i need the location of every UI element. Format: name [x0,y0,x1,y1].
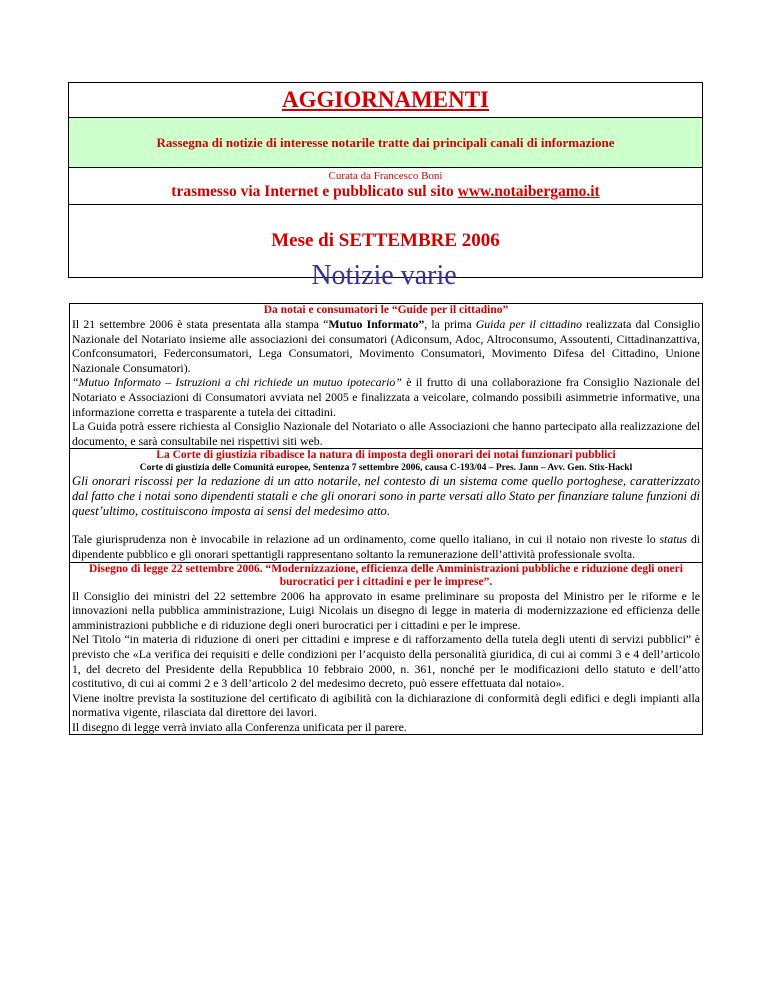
news-item-title: Disegno di legge 22 settembre 2006. “Modernizzazione, efficienza delle Amministrazioni pubbliche e riduzione degli oneri burocratici per i cittadini e per le imprese”. [89,562,683,588]
text-run: realizzata dal Consiglio Nazionale del Notariato insieme alle associazioni dei consumatori (Adiconsum, Adoc, Altroconsumo, Assoutenti, Cittadinanzattiva, Confconsumatori, Federconsumatori, Lega Consumatori, Movimento Consumatori, Movimento Difesa del Cittadino, Unione Nazionale Consumatori). [72,317,700,375]
news-item-source: Corte di giustizia delle Comunità europee, Sentenza 7 settembre 2006, causa C-193/04 – Pres. Jann – Avv. Gen. Stix-Hackl [139,463,633,474]
section-title: Notizie varie [311,260,457,291]
news-item-title: Da notai e consumatori le “Guide per il cittadino” [263,304,509,316]
news-paragraph: Nel Titolo “in materia di riduzione di oneri per cittadini e imprese e di rafforzamento della tutela degli utenti di servizi pubblici” è previsto che «La verifica dei requisiti e delle condizioni per l’acquisto della personalità giuridica, di cui ai commi 3 e 4 dell’articolo 1, del decreto del Presidente della Repubblica 10 febbraio 2000, n. 361, nonché per le modificazioni dello statuto e dell’atto costitutivo, di cui ai commi 2 e 3 dell’articolo 2 del medesimo decreto, può essere effettuata dal notaio». [72,632,700,691]
news-item-court [70,449,702,562]
news-paragraph: Il Consiglio dei ministri del 22 settembre 2006 ha approvato in esame preliminare su proposta del Ministro per le riforme e le innovazioni nella pubblica amministrazione, Luigi Nicolais un disegno di legge in materia di modernizzazione ed efficienza delle amministrazioni pubbliche e di riduzione degli oneri burocratici per i cittadini e per le imprese. [72,588,700,632]
text-run-italic: “Mutuo Informato – Istruzioni a chi richiede un mutuo ipotecario” [72,375,402,390]
news-paragraph [72,317,700,375]
header-title-cell [69,83,702,118]
text-run-bold: Mutuo Informato” [328,317,425,331]
news-box [69,303,703,735]
header-subtitle-cell [69,118,702,168]
text-run: Tale giurisprudenza non è invocabile in relazione ad un ordinamento, come quello italiano, in cui il notaio non riveste lo [72,532,660,547]
text-run: di dipendente pubblico e gli onorari spettantigli rappresentano soltanto la remunerazione dell’attività professionale svolta. [72,532,700,561]
news-item-bill [70,563,702,735]
text-run-italic: Guida per il cittadino [475,317,582,331]
news-paragraph: La Guida potrà essere richiesta al Consiglio Nazionale del Notariato o alle Associazioni che hanno partecipato alla realizzazione del documento, e sarà consultabile nei rispettivi siti web. [72,419,700,448]
news-paragraph [72,532,700,561]
news-item-guide [70,304,702,449]
news-paragraph: Il disegno di legge verrà inviato alla Conferenza unificata per il parere. [72,719,407,734]
text-run: Il 21 settembre 2006 è stata presentata alla stampa “ [72,317,329,331]
curator-line: Curata da Francesco Boni [328,170,443,182]
header-box [68,82,703,278]
news-item-title: La Corte di giustizia ribadisce la natura di imposta degli onorari dei notai funzionari pubblici [156,449,616,462]
page-title: AGGIORNAMENTI [281,87,489,112]
news-paragraph: Viene inoltre prevista la sostituzione del certificato di agibilità con la dichiarazione di conformità degli edifici e degli impianti alla normativa vigente, rilasciata dal direttore dei lavori. [72,690,700,720]
news-paragraph [72,375,700,419]
news-quote: Gli onorari riscossi per la redazione di un atto notarile, nel contesto di un sistema come quello portoghese, caratterizzato dal fatto che i notai sono dipendenti statali e che gli onorari sono in parte versati allo Stato per finanziare talune funzioni di quest’ultimo, costituiscono imposta ai sensi del medesimo atto. [72,474,700,519]
transmission-prefix: trasmesso via Internet e pubblicato sul sito [171,183,458,200]
text-run-italic: status [659,532,688,547]
text-run: è il frutto di una collaborazione fra Consiglio Nazionale del Notariato e Associazioni di Consumatori avviata nel 2005 e finalizzata a veicolare, colmando possibili asimmetrie informative, una informazione corretta e trasparente a tutela dei cittadini. [72,375,700,419]
text-run: , la prima [424,317,476,331]
month-label: Mese di SETTEMBRE 2006 [271,230,500,251]
transmission-line [69,183,702,201]
header-curator-cell [69,168,702,205]
page-subtitle: Rassegna di notizie di interesse notarile tratte dai principali canali di informazione [156,134,615,150]
site-link[interactable]: www.notaibergamo.it [457,183,600,200]
